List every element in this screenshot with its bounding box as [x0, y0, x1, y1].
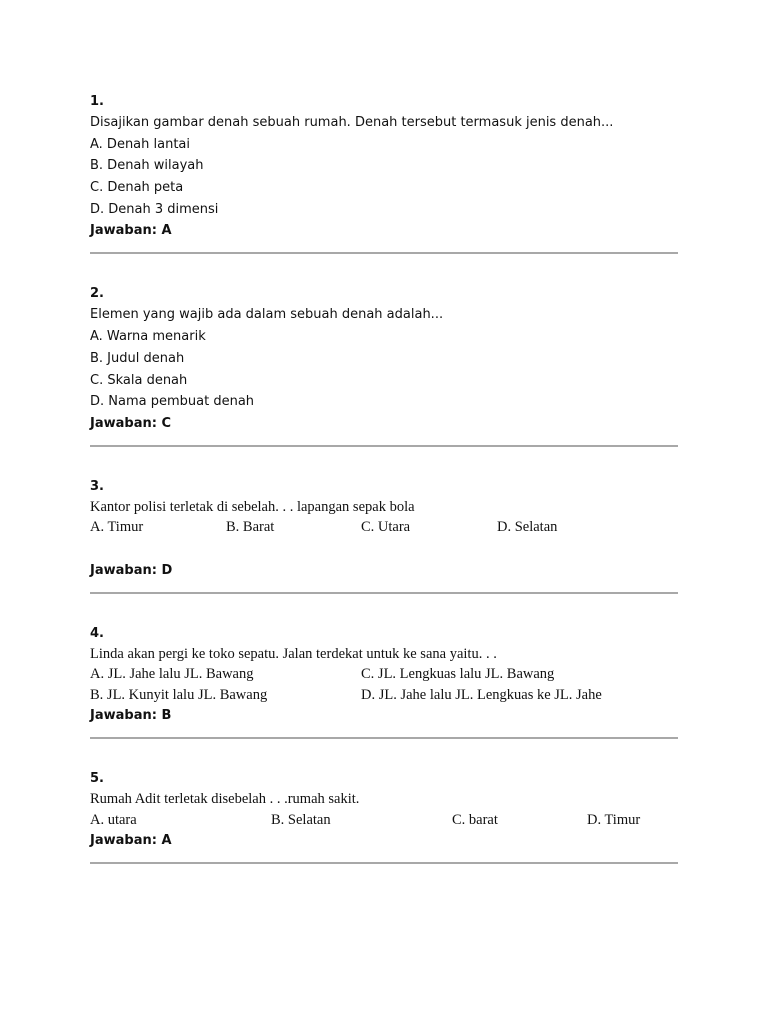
question-text: Rumah Adit terletak disebelah . . .rumah sakit. — [90, 791, 360, 808]
question-1 — [90, 92, 678, 254]
question-number: 5. — [90, 771, 104, 787]
option-a: A. Warna menarik — [90, 329, 206, 345]
question-number: 4. — [90, 625, 104, 641]
option-d: D. Nama pembuat denah — [90, 394, 255, 410]
option-b: B. Selatan — [271, 811, 331, 828]
question-3 — [90, 477, 678, 594]
option-d: D. Selatan — [497, 519, 558, 536]
question-4 — [90, 624, 678, 740]
option-b: B. JL. Kunyit lalu JL. Bawang — [90, 686, 268, 703]
options-row — [90, 685, 678, 706]
divider — [90, 252, 678, 254]
option-b: B. Denah wilayah — [90, 158, 204, 174]
option-d: D. JL. Jahe lalu JL. Lengkuas ke JL. Jahe — [361, 686, 602, 703]
option-d: D. Timur — [587, 811, 641, 828]
option-b: B. Barat — [226, 519, 275, 536]
option-a: A. JL. Jahe lalu JL. Bawang — [90, 666, 254, 683]
question-text: Disajikan gambar denah sebuah rumah. Denah tersebut termasuk jenis denah... — [90, 115, 614, 130]
question-text: Elemen yang wajib ada dalam sebuah denah adalah... — [90, 307, 444, 323]
option-c: C. JL. Lengkuas lalu JL. Bawang — [361, 666, 555, 683]
question-text: Kantor polisi terletak di sebelah. . . lapangan sepak bola — [90, 498, 415, 515]
option-b: B. Judul denah — [90, 350, 185, 366]
divider — [90, 737, 678, 739]
option-c: C. Denah peta — [90, 180, 184, 196]
options-row — [90, 810, 678, 831]
options-row — [90, 664, 678, 685]
question-number: 2. — [90, 286, 104, 302]
option-c: C. Utara — [361, 519, 411, 536]
divider — [90, 445, 678, 447]
answer-key: Jawaban: C — [90, 415, 171, 431]
question-text: Linda akan pergi ke toko sepatu. Jalan terdekat untuk ke sana yaitu. . . — [90, 645, 497, 662]
option-d: D. Denah 3 dimensi — [90, 201, 219, 217]
option-c: C. barat — [452, 811, 498, 828]
answer-key: Jawaban: B — [90, 708, 172, 724]
divider — [90, 592, 678, 594]
options-row — [90, 517, 678, 538]
option-a: A. Denah lantai — [90, 136, 191, 152]
question-2 — [90, 284, 678, 446]
question-number: 3. — [90, 478, 104, 494]
quiz-document — [90, 92, 678, 864]
divider — [90, 862, 678, 864]
question-number: 1. — [90, 94, 104, 109]
option-a: A. utara — [90, 811, 137, 828]
question-5 — [90, 769, 678, 864]
option-c: C. Skala denah — [90, 372, 188, 388]
answer-key: Jawaban: D — [90, 562, 173, 578]
answer-key: Jawaban: A — [90, 833, 172, 849]
option-a: A. Timur — [90, 519, 144, 536]
answer-key: Jawaban: A — [90, 223, 172, 239]
